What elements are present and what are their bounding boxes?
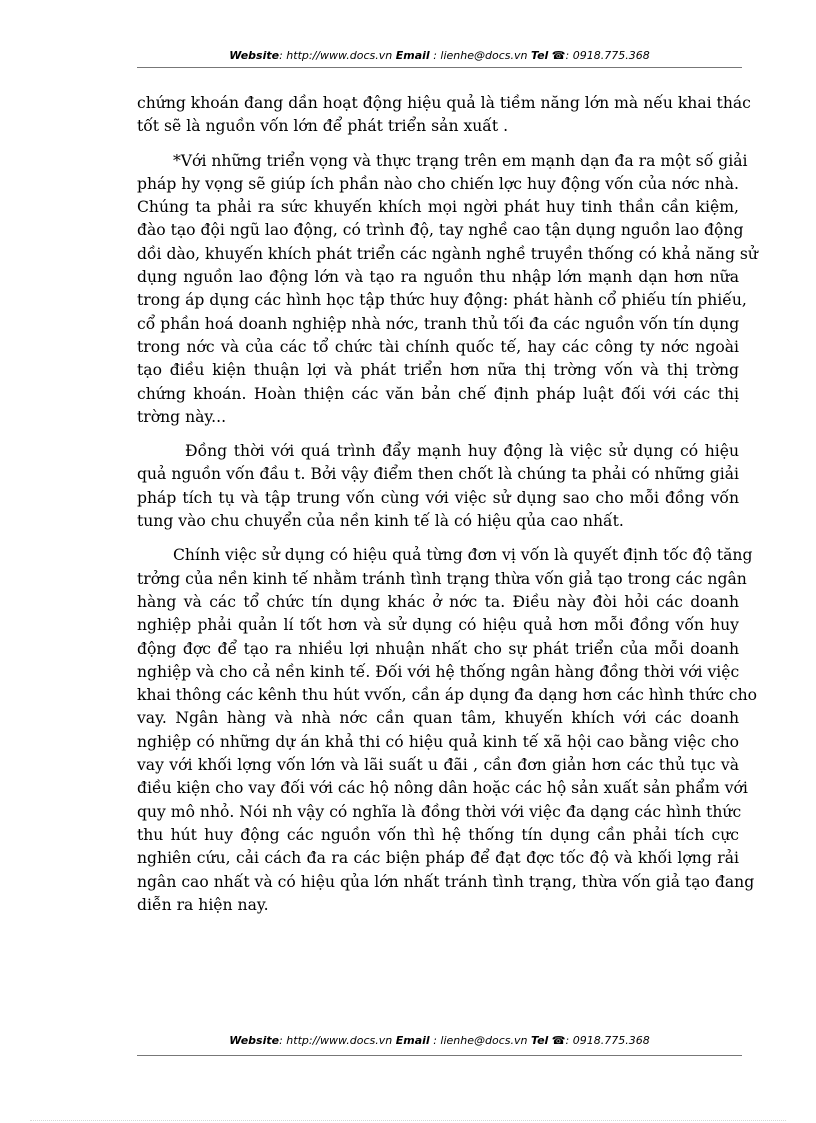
page-edge-divider: [30, 1120, 786, 1121]
footer-divider: [137, 1055, 742, 1056]
header-phone: ☎: 0918.775.368: [548, 49, 650, 62]
text-line: cổ phần hoá doanh nghiệp nhà nớc, tranh thủ tối đa các nguồn vốn tín dụng: [137, 314, 740, 333]
text-line: trởng của nền kinh tế nhằm tránh tình trạng thừa vốn giả tạo trong các ngân: [137, 569, 747, 588]
paragraph-2: [137, 150, 758, 430]
text-line: trong áp dụng các hình học tập thức huy động: phát hành cổ phiếu tín phiếu,: [137, 291, 747, 310]
text-line: vay. Ngân hàng và nhà nớc cần quan tâm, khuyến khích với các doanh: [137, 709, 739, 728]
text-line: điều kiện cho vay đối với các hộ nông dân hoặc các hộ sản xuất sản phẩm với: [137, 779, 748, 798]
text-line: *Với những triển vọng và thực trạng trên em mạnh dạn đa ra một số giải: [173, 151, 748, 170]
text-line: hàng và các tổ chức tín dụng khác ở nớc ta. Điều này đòi hỏi các doanh: [137, 592, 739, 611]
paragraph-1: [137, 92, 751, 139]
text-line: diễn ra hiện nay.: [137, 895, 269, 914]
text-line: khai thông các kênh thu hút vvốn, cần áp dụng đa dạng hơn các hình thức cho: [137, 686, 758, 705]
text-line: đào tạo đội ngũ lao động, có trình độ, tay nghề cao tận dụng nguồn lao động: [137, 221, 744, 240]
text-line: pháp tích tụ và tập trung vốn cùng với việc sử dụng sao cho mỗi đồng vốn: [137, 488, 739, 507]
text-line: nghiệp và cho cả nền kinh tế. Đối với hệ thống ngân hàng đồng thời với việc: [137, 662, 740, 681]
text-line: vay với khối lợng vốn lớn và lãi suất u đãi , cần đơn giản hơn các thủ tục và: [137, 756, 739, 775]
page-footer: [137, 1034, 742, 1047]
text-line: nghiệp có những dự án khả thi có hiệu quả kinh tế xã hội cao bằng việc cho: [137, 732, 739, 751]
text-line: ngân cao nhất và có hiệu qủa lớn nhất tránh tình trạng, thừa vốn giả tạo đang: [137, 872, 755, 891]
footer-website-link[interactable]: : http://www.docs.vn: [279, 1034, 396, 1047]
text-line: Chúng ta phải ra sức khuyến khích mọi ngời phát huy tinh thần cần kiệm,: [137, 198, 739, 217]
text-line: quả nguồn vốn đầu t. Bởi vậy điểm then chốt là chúng ta phải có những giải: [137, 465, 739, 484]
text-line: tung vào chu chuyển của nền kinh tế là có hiệu qủa cao nhất.: [137, 512, 624, 531]
text-line: trờng này...: [137, 407, 227, 426]
paragraph-4: [137, 544, 758, 917]
footer-website-label: Website: [229, 1034, 280, 1047]
text-line: dụng nguồn lao động lớn và tạo ra nguồn thu nhập lớn mạnh dạn hơn nữa: [137, 268, 739, 287]
text-line: dồi dào, khuyến khích phát triển các ngành nghề truyền thống có khả năng sử: [137, 244, 758, 263]
header-email-label: Email: [395, 49, 430, 62]
text-line: tạo điều kiện thuận lợi và phát triển hơn nữa thị trờng vốn và thị trờng: [137, 361, 739, 380]
text-line: nghiên cứu, cải cách đa ra các biện pháp để đạt đợc tốc độ và khối lợng rải: [137, 849, 739, 868]
text-line: chứng khoán đang dần hoạt động hiệu quả là tiềm năng lớn mà nếu khai thác: [137, 94, 751, 112]
text-line: Đồng thời với quá trình đẩy mạnh huy động là việc sử dụng có hiệu: [185, 442, 739, 461]
document-body: [137, 92, 758, 917]
text-line: nghiệp phải quản lí tốt hơn và sử dụng có hiệu quả hơn mỗi đồng vốn huy: [137, 616, 739, 635]
text-line: pháp hy vọng sẽ giúp ích phần nào cho chiến lợc huy động vốn của nớc nhà.: [137, 174, 739, 193]
header-website-label: Website: [229, 49, 280, 62]
footer-phone: ☎: 0918.775.368: [548, 1034, 650, 1047]
text-line: Chính việc sử dụng có hiệu quả từng đơn vị vốn là quyết định tốc độ tăng: [173, 546, 753, 565]
text-line: trong nớc và của các tổ chức tài chính quốc tế, hay các công ty nớc ngoài: [137, 337, 739, 356]
text-line: quy mô nhỏ. Nói nh vậy có nghĩa là đồng thời với việc đa dạng các hình thức: [137, 802, 742, 821]
footer-tel-label: Tel: [530, 1034, 549, 1047]
text-line: động đợc để tạo ra nhiều lợi nhuận nhất cho sự phát triển của mỗi doanh: [137, 639, 739, 658]
header-divider: [137, 67, 742, 68]
text-line: thu hút huy động các nguồn vốn thì hệ thống tín dụng cần phải tích cực: [137, 825, 739, 844]
text-line: tốt sẽ là nguồn vốn lớn để phát triển sản xuất .: [137, 117, 509, 136]
text-line: chứng khoán. Hoàn thiện các văn bản chế định pháp luật đối với các thị: [137, 384, 739, 403]
header-tel-label: Tel: [530, 49, 549, 62]
footer-email-label: Email: [395, 1034, 430, 1047]
header-email-link[interactable]: : lienhe@docs.vn: [429, 49, 531, 62]
page-header: [137, 49, 742, 62]
header-website-link[interactable]: : http://www.docs.vn: [279, 49, 396, 62]
footer-email-link[interactable]: : lienhe@docs.vn: [429, 1034, 531, 1047]
paragraph-3: [137, 440, 739, 533]
